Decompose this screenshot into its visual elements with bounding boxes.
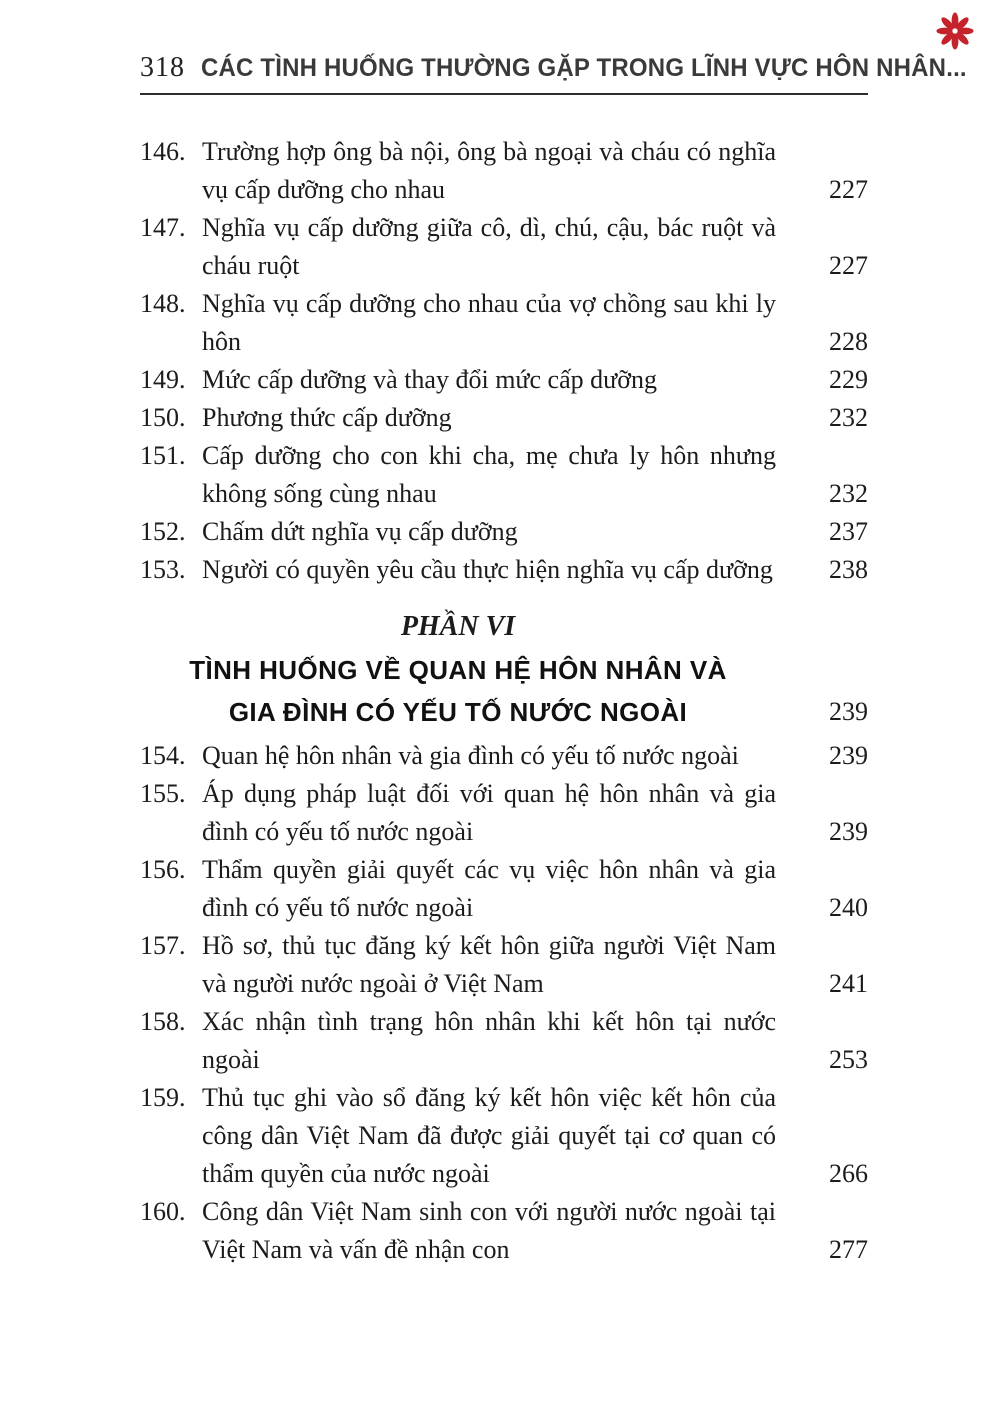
toc-entry (140, 775, 868, 851)
toc-entry (140, 851, 868, 927)
entry-page-number: 266 (829, 1159, 868, 1188)
page-number: 318 (140, 52, 185, 83)
toc-entry (140, 1079, 868, 1193)
toc-entry (140, 737, 868, 775)
entry-page-number: 228 (829, 327, 868, 356)
entry-title: Áp dụng pháp luật đối với quan hệ hôn nhân và gia đình có yếu tố nước ngoài (202, 779, 776, 846)
entry-title: Trường hợp ông bà nội, ông bà ngoại và cháu có nghĩa vụ cấp dưỡng cho nhau (202, 137, 776, 204)
entry-page-number: 232 (829, 479, 868, 508)
entry-title: Hồ sơ, thủ tục đăng ký kết hôn giữa người Việt Nam và người nước ngoài ở Việt Nam (202, 931, 776, 998)
toc-entry (140, 133, 868, 209)
toc-entry (140, 361, 868, 399)
entry-title: Nghĩa vụ cấp dưỡng cho nhau của vợ chồng sau khi ly hôn (202, 289, 776, 356)
flower-ornament-icon (936, 12, 974, 50)
section-title-line1: TÌNH HUỐNG VỀ QUAN HỆ HÔN NHÂN VÀ (189, 655, 727, 685)
entry-page-number: 227 (829, 251, 868, 280)
section-heading (140, 605, 868, 733)
toc-entries-part5 (140, 133, 868, 589)
entry-number: 152. (140, 517, 186, 546)
entry-page-number: 238 (829, 555, 868, 584)
section-page-number: 239 (829, 697, 868, 726)
entry-number: 146. (140, 137, 186, 166)
section-title-line2: GIA ĐÌNH CÓ YẾU TỐ NƯỚC NGOÀI (228, 697, 688, 727)
entry-page-number: 237 (829, 517, 868, 546)
entry-number: 151. (140, 441, 186, 470)
entry-title: Quan hệ hôn nhân và gia đình có yếu tố nước ngoài (202, 741, 739, 770)
toc-entry (140, 1003, 868, 1079)
entry-number: 157. (140, 931, 186, 960)
entry-number: 158. (140, 1007, 186, 1036)
entry-page-number: 239 (829, 741, 868, 770)
entry-title: Người có quyền yêu cầu thực hiện nghĩa vụ cấp dưỡng (202, 555, 773, 584)
entry-page-number: 241 (829, 969, 868, 998)
toc-entry (140, 209, 868, 285)
toc-entry (140, 551, 868, 589)
entry-number: 159. (140, 1083, 186, 1112)
entry-number: 147. (140, 213, 186, 242)
entry-page-number: 232 (829, 403, 868, 432)
entry-number: 150. (140, 403, 186, 432)
toc-entry (140, 285, 868, 361)
toc-entry (140, 1193, 868, 1269)
toc-entry (140, 513, 868, 551)
entry-number: 148. (140, 289, 186, 318)
entry-number: 149. (140, 365, 186, 394)
entry-title: Phương thức cấp dưỡng (202, 403, 452, 432)
page-content (140, 52, 967, 1269)
entry-number: 155. (140, 779, 186, 808)
toc-entry (140, 399, 868, 437)
toc-entry (140, 927, 868, 1003)
toc-entries-part6 (140, 737, 868, 1269)
entry-page-number: 227 (829, 175, 868, 204)
part-label: PHẦN VI (400, 611, 516, 642)
entry-title: Xác nhận tình trạng hôn nhân khi kết hôn tại nước ngoài (202, 1007, 776, 1074)
entry-page-number: 277 (829, 1235, 868, 1264)
entry-number: 153. (140, 555, 186, 584)
entry-title: Công dân Việt Nam sinh con với người nước ngoài tại Việt Nam và vấn đề nhận con (202, 1197, 776, 1264)
entry-page-number: 240 (829, 893, 868, 922)
entry-number: 160. (140, 1197, 186, 1226)
toc-entry (140, 437, 868, 513)
entry-number: 156. (140, 855, 186, 884)
entry-title: Thủ tục ghi vào sổ đăng ký kết hôn việc kết hôn của công dân Việt Nam đã được giải quyết tại cơ quan có thẩm quyền của nước ngoài (202, 1083, 776, 1188)
entry-title: Chấm dứt nghĩa vụ cấp dưỡng (202, 517, 518, 546)
entry-page-number: 229 (829, 365, 868, 394)
page-header (140, 52, 967, 95)
entry-title: Thẩm quyền giải quyết các vụ việc hôn nhân và gia đình có yếu tố nước ngoài (202, 855, 776, 922)
entry-number: 154. (140, 741, 186, 770)
entry-title: Mức cấp dưỡng và thay đổi mức cấp dưỡng (202, 365, 657, 394)
entry-title: Cấp dưỡng cho con khi cha, mẹ chưa ly hôn nhưng không sống cùng nhau (202, 441, 776, 508)
table-of-contents (140, 133, 868, 1269)
running-title: CÁC TÌNH HUỐNG THƯỜNG GẶP TRONG LĨNH VỰC HÔN NHÂN... (200, 54, 967, 82)
entry-page-number: 253 (829, 1045, 868, 1074)
entry-title: Nghĩa vụ cấp dưỡng giữa cô, dì, chú, cậu, bác ruột và cháu ruột (202, 213, 776, 280)
entry-page-number: 239 (829, 817, 868, 846)
